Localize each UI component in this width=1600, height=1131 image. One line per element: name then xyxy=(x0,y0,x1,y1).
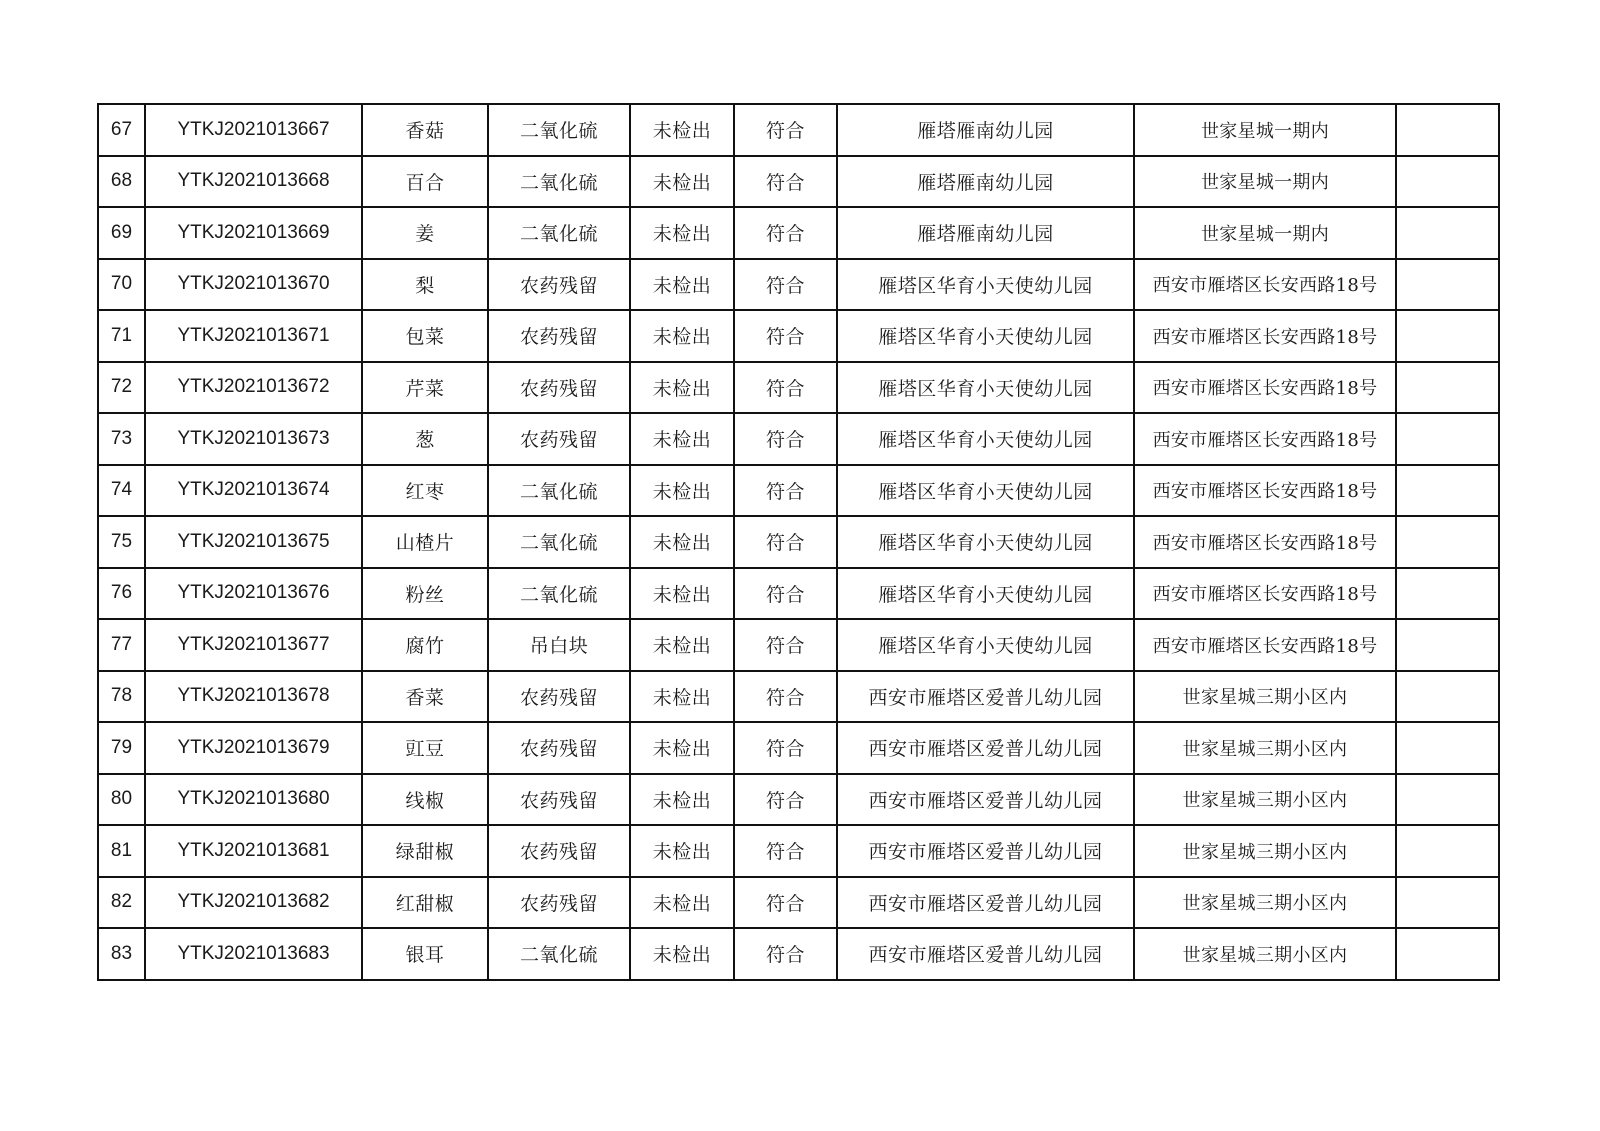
table-row xyxy=(98,156,1499,208)
cell-test-result: 未检出 xyxy=(630,207,734,259)
cell-sampled-unit: 雁塔区华育小天使幼儿园 xyxy=(837,465,1134,517)
inspection-results-table xyxy=(97,103,1500,981)
cell-remark xyxy=(1396,825,1499,877)
cell-verdict: 符合 xyxy=(734,104,837,156)
cell-sampled-unit: 雁塔雁南幼儿园 xyxy=(837,104,1134,156)
cell-unit-address: 世家星城一期内 xyxy=(1134,156,1396,208)
cell-test-result: 未检出 xyxy=(630,928,734,980)
cell-row-number: 80 xyxy=(98,774,145,826)
cell-row-number: 73 xyxy=(98,413,145,465)
cell-test-item: 农药残留 xyxy=(488,825,630,877)
cell-sample-name: 姜 xyxy=(362,207,488,259)
cell-sample-code: YTKJ2021013675 xyxy=(145,516,362,568)
cell-sample-code: YTKJ2021013680 xyxy=(145,774,362,826)
cell-unit-address: 西安市雁塔区长安西路18号 xyxy=(1134,619,1396,671)
cell-sample-name: 红枣 xyxy=(362,465,488,517)
cell-row-number: 83 xyxy=(98,928,145,980)
cell-sample-code: YTKJ2021013671 xyxy=(145,310,362,362)
cell-test-result: 未检出 xyxy=(630,825,734,877)
cell-sample-name: 粉丝 xyxy=(362,568,488,620)
cell-row-number: 68 xyxy=(98,156,145,208)
cell-test-item: 农药残留 xyxy=(488,774,630,826)
cell-remark xyxy=(1396,928,1499,980)
cell-verdict: 符合 xyxy=(734,259,837,311)
cell-test-result: 未检出 xyxy=(630,722,734,774)
cell-row-number: 79 xyxy=(98,722,145,774)
cell-remark xyxy=(1396,877,1499,929)
cell-sample-name: 银耳 xyxy=(362,928,488,980)
cell-remark xyxy=(1396,362,1499,414)
cell-unit-address: 世家星城三期小区内 xyxy=(1134,774,1396,826)
cell-sample-name: 腐竹 xyxy=(362,619,488,671)
cell-unit-address: 世家星城三期小区内 xyxy=(1134,722,1396,774)
cell-row-number: 69 xyxy=(98,207,145,259)
cell-remark xyxy=(1396,156,1499,208)
cell-sampled-unit: 雁塔区华育小天使幼儿园 xyxy=(837,362,1134,414)
cell-test-item: 农药残留 xyxy=(488,259,630,311)
cell-test-result: 未检出 xyxy=(630,877,734,929)
cell-row-number: 78 xyxy=(98,671,145,723)
cell-row-number: 72 xyxy=(98,362,145,414)
cell-row-number: 67 xyxy=(98,104,145,156)
cell-unit-address: 西安市雁塔区长安西路18号 xyxy=(1134,568,1396,620)
cell-test-item: 二氧化硫 xyxy=(488,156,630,208)
cell-sample-code: YTKJ2021013669 xyxy=(145,207,362,259)
cell-unit-address: 世家星城三期小区内 xyxy=(1134,928,1396,980)
cell-row-number: 70 xyxy=(98,259,145,311)
cell-sample-code: YTKJ2021013681 xyxy=(145,825,362,877)
cell-test-result: 未检出 xyxy=(630,465,734,517)
cell-verdict: 符合 xyxy=(734,207,837,259)
cell-verdict: 符合 xyxy=(734,928,837,980)
cell-verdict: 符合 xyxy=(734,671,837,723)
cell-test-result: 未检出 xyxy=(630,156,734,208)
cell-test-item: 二氧化硫 xyxy=(488,928,630,980)
table-row xyxy=(98,310,1499,362)
table-row xyxy=(98,465,1499,517)
cell-unit-address: 西安市雁塔区长安西路18号 xyxy=(1134,413,1396,465)
cell-sampled-unit: 雁塔区华育小天使幼儿园 xyxy=(837,310,1134,362)
cell-sample-code: YTKJ2021013670 xyxy=(145,259,362,311)
cell-sampled-unit: 西安市雁塔区爱普儿幼儿园 xyxy=(837,928,1134,980)
cell-row-number: 82 xyxy=(98,877,145,929)
cell-test-result: 未检出 xyxy=(630,104,734,156)
cell-remark xyxy=(1396,104,1499,156)
cell-row-number: 76 xyxy=(98,568,145,620)
cell-sample-name: 百合 xyxy=(362,156,488,208)
cell-unit-address: 西安市雁塔区长安西路18号 xyxy=(1134,465,1396,517)
table-row xyxy=(98,104,1499,156)
cell-remark xyxy=(1396,310,1499,362)
cell-unit-address: 西安市雁塔区长安西路18号 xyxy=(1134,310,1396,362)
cell-sample-code: YTKJ2021013674 xyxy=(145,465,362,517)
cell-unit-address: 西安市雁塔区长安西路18号 xyxy=(1134,259,1396,311)
cell-verdict: 符合 xyxy=(734,156,837,208)
table-row xyxy=(98,722,1499,774)
cell-sample-name: 香菇 xyxy=(362,104,488,156)
cell-test-result: 未检出 xyxy=(630,671,734,723)
cell-sampled-unit: 雁塔区华育小天使幼儿园 xyxy=(837,413,1134,465)
cell-remark xyxy=(1396,413,1499,465)
cell-sample-code: YTKJ2021013678 xyxy=(145,671,362,723)
cell-sampled-unit: 雁塔雁南幼儿园 xyxy=(837,156,1134,208)
cell-test-result: 未检出 xyxy=(630,259,734,311)
cell-unit-address: 世家星城一期内 xyxy=(1134,207,1396,259)
table-row xyxy=(98,259,1499,311)
table-row xyxy=(98,619,1499,671)
cell-unit-address: 世家星城三期小区内 xyxy=(1134,825,1396,877)
cell-test-item: 农药残留 xyxy=(488,413,630,465)
cell-unit-address: 世家星城一期内 xyxy=(1134,104,1396,156)
cell-verdict: 符合 xyxy=(734,619,837,671)
cell-sampled-unit: 西安市雁塔区爱普儿幼儿园 xyxy=(837,877,1134,929)
cell-verdict: 符合 xyxy=(734,516,837,568)
cell-sampled-unit: 雁塔区华育小天使幼儿园 xyxy=(837,568,1134,620)
cell-verdict: 符合 xyxy=(734,465,837,517)
table-row xyxy=(98,362,1499,414)
cell-sampled-unit: 西安市雁塔区爱普儿幼儿园 xyxy=(837,671,1134,723)
cell-sample-code: YTKJ2021013668 xyxy=(145,156,362,208)
cell-row-number: 75 xyxy=(98,516,145,568)
table-row xyxy=(98,413,1499,465)
cell-sample-code: YTKJ2021013682 xyxy=(145,877,362,929)
cell-row-number: 77 xyxy=(98,619,145,671)
cell-test-item: 二氧化硫 xyxy=(488,465,630,517)
cell-remark xyxy=(1396,259,1499,311)
cell-sample-name: 包菜 xyxy=(362,310,488,362)
table-row xyxy=(98,568,1499,620)
cell-test-item: 二氧化硫 xyxy=(488,516,630,568)
cell-test-result: 未检出 xyxy=(630,774,734,826)
cell-test-result: 未检出 xyxy=(630,568,734,620)
cell-test-result: 未检出 xyxy=(630,362,734,414)
cell-test-item: 二氧化硫 xyxy=(488,207,630,259)
cell-remark xyxy=(1396,619,1499,671)
cell-sampled-unit: 西安市雁塔区爱普儿幼儿园 xyxy=(837,825,1134,877)
table-row xyxy=(98,516,1499,568)
cell-unit-address: 西安市雁塔区长安西路18号 xyxy=(1134,516,1396,568)
cell-unit-address: 世家星城三期小区内 xyxy=(1134,877,1396,929)
cell-test-result: 未检出 xyxy=(630,516,734,568)
cell-sample-code: YTKJ2021013683 xyxy=(145,928,362,980)
cell-test-item: 农药残留 xyxy=(488,671,630,723)
cell-test-result: 未检出 xyxy=(630,413,734,465)
cell-sampled-unit: 雁塔区华育小天使幼儿园 xyxy=(837,619,1134,671)
cell-test-item: 二氧化硫 xyxy=(488,568,630,620)
cell-sample-name: 豇豆 xyxy=(362,722,488,774)
cell-sample-code: YTKJ2021013677 xyxy=(145,619,362,671)
table-row xyxy=(98,774,1499,826)
cell-sample-name: 葱 xyxy=(362,413,488,465)
cell-sample-code: YTKJ2021013667 xyxy=(145,104,362,156)
cell-row-number: 74 xyxy=(98,465,145,517)
table-row xyxy=(98,207,1499,259)
table-body xyxy=(98,104,1499,980)
cell-sample-name: 梨 xyxy=(362,259,488,311)
cell-verdict: 符合 xyxy=(734,877,837,929)
cell-sample-code: YTKJ2021013673 xyxy=(145,413,362,465)
cell-remark xyxy=(1396,568,1499,620)
cell-unit-address: 西安市雁塔区长安西路18号 xyxy=(1134,362,1396,414)
cell-remark xyxy=(1396,671,1499,723)
cell-test-result: 未检出 xyxy=(630,310,734,362)
table-row xyxy=(98,825,1499,877)
cell-sampled-unit: 雁塔区华育小天使幼儿园 xyxy=(837,259,1134,311)
cell-test-item: 吊白块 xyxy=(488,619,630,671)
cell-sample-code: YTKJ2021013679 xyxy=(145,722,362,774)
cell-verdict: 符合 xyxy=(734,722,837,774)
cell-test-result: 未检出 xyxy=(630,619,734,671)
cell-remark xyxy=(1396,516,1499,568)
cell-test-item: 二氧化硫 xyxy=(488,104,630,156)
cell-verdict: 符合 xyxy=(734,362,837,414)
cell-verdict: 符合 xyxy=(734,774,837,826)
cell-sample-name: 山楂片 xyxy=(362,516,488,568)
table-row xyxy=(98,671,1499,723)
cell-test-item: 农药残留 xyxy=(488,362,630,414)
cell-verdict: 符合 xyxy=(734,413,837,465)
cell-sampled-unit: 西安市雁塔区爱普儿幼儿园 xyxy=(837,774,1134,826)
cell-sample-name: 芹菜 xyxy=(362,362,488,414)
cell-remark xyxy=(1396,774,1499,826)
table-row xyxy=(98,928,1499,980)
cell-sampled-unit: 雁塔雁南幼儿园 xyxy=(837,207,1134,259)
cell-unit-address: 世家星城三期小区内 xyxy=(1134,671,1396,723)
cell-sample-code: YTKJ2021013676 xyxy=(145,568,362,620)
cell-test-item: 农药残留 xyxy=(488,310,630,362)
cell-sample-name: 香菜 xyxy=(362,671,488,723)
cell-verdict: 符合 xyxy=(734,825,837,877)
cell-sampled-unit: 西安市雁塔区爱普儿幼儿园 xyxy=(837,722,1134,774)
cell-verdict: 符合 xyxy=(734,568,837,620)
cell-sample-name: 线椒 xyxy=(362,774,488,826)
cell-row-number: 71 xyxy=(98,310,145,362)
cell-test-item: 农药残留 xyxy=(488,722,630,774)
cell-sampled-unit: 雁塔区华育小天使幼儿园 xyxy=(837,516,1134,568)
cell-remark xyxy=(1396,465,1499,517)
cell-remark xyxy=(1396,722,1499,774)
cell-row-number: 81 xyxy=(98,825,145,877)
cell-sample-name: 红甜椒 xyxy=(362,877,488,929)
cell-remark xyxy=(1396,207,1499,259)
cell-sample-code: YTKJ2021013672 xyxy=(145,362,362,414)
cell-test-item: 农药残留 xyxy=(488,877,630,929)
table-row xyxy=(98,877,1499,929)
cell-sample-name: 绿甜椒 xyxy=(362,825,488,877)
cell-verdict: 符合 xyxy=(734,310,837,362)
